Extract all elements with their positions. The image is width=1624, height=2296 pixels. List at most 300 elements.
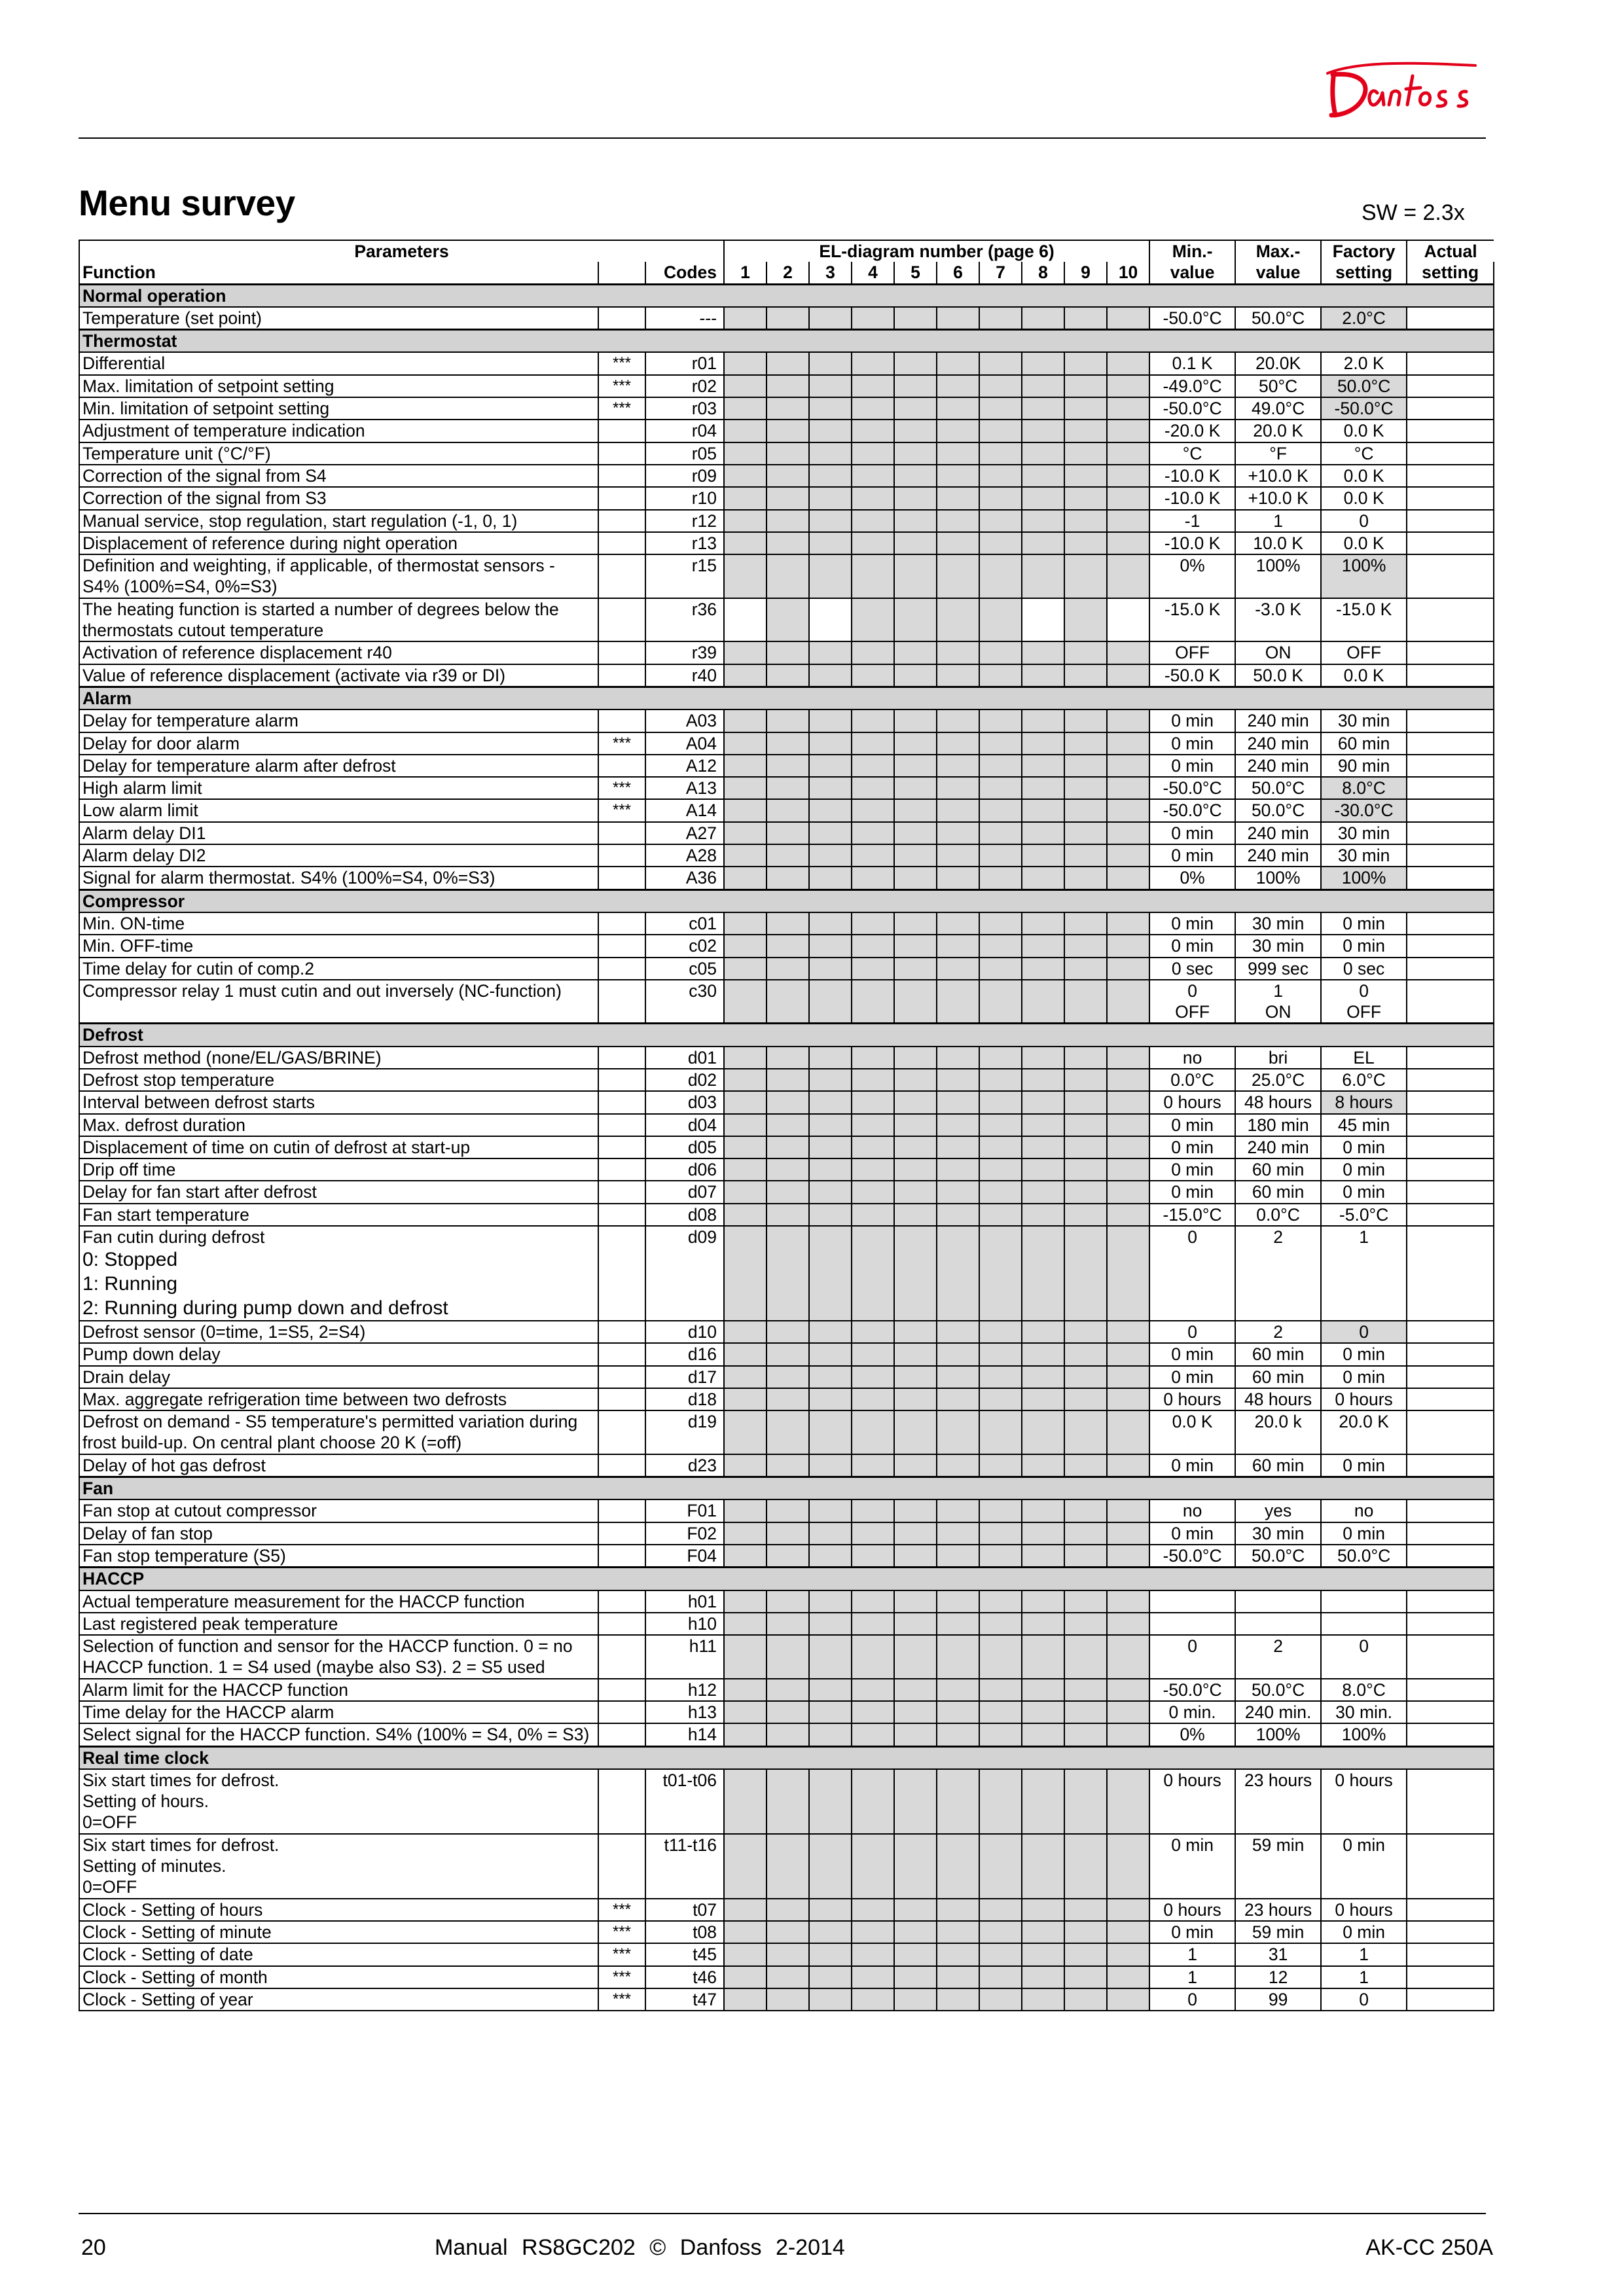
actual-setting-cell[interactable] (1407, 1366, 1494, 1388)
el-diagram-cell-10 (1107, 510, 1149, 532)
max-value-cell: 30 min (1235, 935, 1321, 957)
el-diagram-cell-5 (894, 709, 937, 732)
code-cell: A36 (645, 867, 724, 889)
code-cell: d17 (645, 1366, 724, 1388)
max-value-cell: 50.0°C (1235, 1545, 1321, 1568)
actual-setting-cell[interactable] (1407, 352, 1494, 374)
code-cell: A14 (645, 799, 724, 821)
actual-setting-cell[interactable] (1407, 844, 1494, 867)
factory-setting-cell: 45 min (1321, 1114, 1407, 1136)
el-diagram-cell-1 (724, 397, 767, 420)
actual-setting-cell[interactable] (1407, 420, 1494, 442)
parameter-row (79, 375, 1494, 397)
actual-setting-cell[interactable] (1407, 1921, 1494, 1943)
max-value-cell: 59 min (1235, 1834, 1321, 1899)
el-diagram-cell-10 (1107, 1047, 1149, 1069)
section-title: Normal operation (79, 284, 1494, 307)
el-diagram-cell-6 (937, 1388, 979, 1410)
el-diagram-cell-4 (852, 554, 894, 598)
actual-setting-cell[interactable] (1407, 958, 1494, 980)
el-diagram-cell-1 (724, 1047, 767, 1069)
el-diagram-cell-10 (1107, 465, 1149, 487)
el-diagram-cell-2 (767, 1226, 809, 1321)
header-factory-2: setting (1321, 262, 1407, 284)
el-diagram-cell-2 (767, 1321, 809, 1343)
actual-setting-cell[interactable] (1407, 867, 1494, 889)
factory-setting-cell: 8.0°C (1321, 1679, 1407, 1701)
value-line: OFF (1346, 1001, 1382, 1022)
actual-setting-cell[interactable] (1407, 1069, 1494, 1091)
el-diagram-cell-6 (937, 641, 979, 664)
actual-setting-cell[interactable] (1407, 465, 1494, 487)
function-text: Interval between defrost starts (82, 1092, 315, 1113)
el-diagram-cell-6 (937, 935, 979, 957)
parameter-row (79, 1158, 1494, 1181)
el-diagram-cell-7 (979, 1114, 1022, 1136)
factory-setting-cell: 0 min (1321, 1454, 1407, 1477)
actual-setting-cell[interactable] (1407, 1679, 1494, 1701)
function-text: Defrost stop temperature (82, 1069, 275, 1090)
actual-setting-cell[interactable] (1407, 1343, 1494, 1365)
actual-setting-cell[interactable] (1407, 1635, 1494, 1679)
code-cell: d23 (645, 1454, 724, 1477)
factory-setting-cell: 0 min (1321, 1366, 1407, 1388)
actual-setting-cell[interactable] (1407, 1966, 1494, 1988)
el-diagram-cell-2 (767, 755, 809, 777)
el-diagram-cell-2 (767, 1181, 809, 1203)
el-diagram-cell-7 (979, 1834, 1022, 1899)
el-diagram-cell-4 (852, 1499, 894, 1522)
el-diagram-cell-3 (809, 1988, 852, 2011)
actual-setting-cell[interactable] (1407, 1590, 1494, 1613)
actual-setting-cell[interactable] (1407, 1545, 1494, 1568)
actual-setting-cell[interactable] (1407, 1522, 1494, 1545)
min-value-cell: 0 min (1149, 1343, 1235, 1365)
actual-setting-cell[interactable] (1407, 1701, 1494, 1723)
el-diagram-cell-8 (1022, 1158, 1064, 1181)
factory-setting-cell: no (1321, 1499, 1407, 1522)
el-diagram-cell-6 (937, 1204, 979, 1226)
note-marker: *** (598, 352, 645, 374)
actual-setting-cell[interactable] (1407, 554, 1494, 598)
min-value-cell: 0 (1149, 1635, 1235, 1679)
el-diagram-cell-10 (1107, 1321, 1149, 1343)
el-diagram-cell-6 (937, 799, 979, 821)
actual-setting-cell[interactable] (1407, 1181, 1494, 1203)
el-diagram-cell-2 (767, 958, 809, 980)
note-marker (598, 664, 645, 687)
el-diagram-cell-10 (1107, 1679, 1149, 1701)
value-line: 0 (1359, 980, 1369, 1001)
function-text: Clock - Setting of date (82, 1945, 253, 1965)
el-diagram-cell-6 (937, 352, 979, 374)
actual-setting-cell[interactable] (1407, 397, 1494, 420)
el-diagram-cell-10 (1107, 822, 1149, 844)
max-value-cell: 50°C (1235, 375, 1321, 397)
actual-setting-cell[interactable] (1407, 1204, 1494, 1226)
el-diagram-cell-5 (894, 1069, 937, 1091)
el-diagram-cell-7 (979, 375, 1022, 397)
el-diagram-cell-8 (1022, 442, 1064, 465)
note-marker (598, 1366, 645, 1388)
min-value-cell: -50.0°C (1149, 397, 1235, 420)
el-diagram-cell-8 (1022, 1181, 1064, 1203)
header-actual-1: Actual (1407, 240, 1494, 262)
el-diagram-cell-2 (767, 1410, 809, 1454)
actual-setting-cell[interactable] (1407, 487, 1494, 509)
function-text: Select signal for the HACCP function. S4% (100% = S4, 0% = S3) (82, 1725, 590, 1745)
el-diagram-cell-5 (894, 777, 937, 799)
min-value-cell: 0.0°C (1149, 1069, 1235, 1091)
factory-setting-cell: 30 min (1321, 844, 1407, 867)
el-diagram-cell-3 (809, 912, 852, 935)
actual-setting-cell[interactable] (1407, 777, 1494, 799)
code-cell: c30 (645, 980, 724, 1024)
parameter-row (79, 1635, 1494, 1679)
function-detail: Setting of minutes. (82, 1856, 226, 1876)
el-diagram-cell-2 (767, 641, 809, 664)
el-diagram-cell-1 (724, 777, 767, 799)
el-diagram-cell-4 (852, 799, 894, 821)
el-diagram-cell-3 (809, 352, 852, 374)
el-diagram-cell-7 (979, 465, 1022, 487)
el-diagram-cell-3 (809, 1069, 852, 1091)
max-value-cell: 60 min (1235, 1158, 1321, 1181)
min-value-cell: 0 min (1149, 1366, 1235, 1388)
actual-setting-cell[interactable] (1407, 1943, 1494, 1965)
el-diagram-cell-8 (1022, 1943, 1064, 1965)
actual-setting-cell[interactable] (1407, 1136, 1494, 1158)
el-diagram-cell-5 (894, 1635, 937, 1679)
min-value-cell: 0% (1149, 554, 1235, 598)
el-diagram-cell-7 (979, 1679, 1022, 1701)
section-header-row (79, 889, 1494, 912)
el-diagram-cell-9 (1064, 307, 1107, 330)
factory-setting-cell: 50.0°C (1321, 1545, 1407, 1568)
el-diagram-cell-1 (724, 958, 767, 980)
actual-setting-cell[interactable] (1407, 799, 1494, 821)
el-diagram-cell-9 (1064, 487, 1107, 509)
section-title: Compressor (79, 889, 1494, 912)
code-cell: t01-t06 (645, 1769, 724, 1834)
function-cell (79, 1966, 598, 1988)
parameter-row (79, 397, 1494, 420)
el-diagram-cell-1 (724, 641, 767, 664)
el-diagram-cell-7 (979, 1499, 1022, 1522)
actual-setting-cell[interactable] (1407, 1114, 1494, 1136)
function-text: Delay of fan stop (82, 1523, 213, 1543)
el-diagram-cell-4 (852, 1204, 894, 1226)
el-diagram-cell-6 (937, 1343, 979, 1365)
function-cell (79, 755, 598, 777)
max-value-cell: 999 sec (1235, 958, 1321, 980)
factory-setting-cell: -5.0°C (1321, 1204, 1407, 1226)
note-marker (598, 532, 645, 554)
el-diagram-cell-8 (1022, 487, 1064, 509)
actual-setting-cell[interactable] (1407, 755, 1494, 777)
min-value-cell: -50.0°C (1149, 777, 1235, 799)
el-diagram-cell-6 (937, 912, 979, 935)
el-diagram-cell-5 (894, 1988, 937, 2011)
code-cell: r02 (645, 375, 724, 397)
el-diagram-cell-4 (852, 375, 894, 397)
parameter-row (79, 510, 1494, 532)
el-diagram-cell-5 (894, 641, 937, 664)
el-diagram-cell-6 (937, 420, 979, 442)
el-diagram-cell-5 (894, 1158, 937, 1181)
section-title: Real time clock (79, 1746, 1494, 1769)
el-diagram-cell-1 (724, 1158, 767, 1181)
el-diagram-cell-7 (979, 1635, 1022, 1679)
note-marker (598, 822, 645, 844)
parameter-row (79, 1988, 1494, 2011)
function-text: Differential (82, 353, 166, 374)
min-value-cell: 0 (1149, 1988, 1235, 2011)
el-diagram-cell-7 (979, 1899, 1022, 1921)
actual-setting-cell[interactable] (1407, 598, 1494, 642)
actual-setting-cell[interactable] (1407, 935, 1494, 957)
actual-setting-cell[interactable] (1407, 532, 1494, 554)
factory-setting-cell: 8 hours (1321, 1091, 1407, 1113)
el-diagram-cell-2 (767, 867, 809, 889)
el-diagram-cell-9 (1064, 375, 1107, 397)
el-diagram-cell-1 (724, 1701, 767, 1723)
el-diagram-cell-6 (937, 1545, 979, 1568)
el-diagram-cell-8 (1022, 1988, 1064, 2011)
el-diagram-cell-7 (979, 1321, 1022, 1343)
section-header-row (79, 1568, 1494, 1590)
el-diagram-cell-5 (894, 1679, 937, 1701)
el-diagram-cell-6 (937, 1769, 979, 1834)
parameter-row (79, 1545, 1494, 1568)
el-diagram-cell-7 (979, 1136, 1022, 1158)
el-diagram-cell-8 (1022, 1545, 1064, 1568)
el-diagram-cell-6 (937, 709, 979, 732)
el-diagram-cell-6 (937, 1679, 979, 1701)
el-diagram-cell-8 (1022, 755, 1064, 777)
value-line: OFF (1175, 1001, 1210, 1022)
el-diagram-cell-6 (937, 1047, 979, 1069)
el-diagram-cell-5 (894, 420, 937, 442)
el-diagram-cell-2 (767, 732, 809, 755)
el-diagram-cell-6 (937, 1366, 979, 1388)
el-diagram-cell-6 (937, 1522, 979, 1545)
actual-setting-cell[interactable] (1407, 822, 1494, 844)
max-value-cell: bri (1235, 1047, 1321, 1069)
function-cell (79, 307, 598, 330)
min-value-cell: 0 min (1149, 1114, 1235, 1136)
max-value-cell: 100% (1235, 1723, 1321, 1746)
parameter-row (79, 420, 1494, 442)
actual-setting-cell[interactable] (1407, 1321, 1494, 1343)
el-diagram-cell-4 (852, 487, 894, 509)
note-marker (598, 1613, 645, 1635)
el-diagram-cell-9 (1064, 532, 1107, 554)
el-diagram-cell-5 (894, 598, 937, 642)
code-cell: r09 (645, 465, 724, 487)
el-diagram-cell-4 (852, 1590, 894, 1613)
actual-setting-cell[interactable] (1407, 1158, 1494, 1181)
actual-setting-cell[interactable] (1407, 980, 1494, 1024)
function-cell (79, 352, 598, 374)
el-diagram-cell-2 (767, 1114, 809, 1136)
parameter-row (79, 307, 1494, 330)
actual-setting-cell[interactable] (1407, 510, 1494, 532)
actual-setting-cell[interactable] (1407, 442, 1494, 465)
el-diagram-cell-3 (809, 375, 852, 397)
actual-setting-cell[interactable] (1407, 1388, 1494, 1410)
min-value-cell: 0 min (1149, 1136, 1235, 1158)
code-cell: A13 (645, 777, 724, 799)
function-text: Time delay for the HACCP alarm (82, 1702, 334, 1723)
el-diagram-cell-8 (1022, 1454, 1064, 1477)
function-text: Min. ON-time (82, 913, 185, 933)
actual-setting-cell[interactable] (1407, 1769, 1494, 1834)
el-diagram-cell-5 (894, 1723, 937, 1746)
el-diagram-cell-10 (1107, 1158, 1149, 1181)
code-cell: d06 (645, 1158, 724, 1181)
code-cell: t47 (645, 1988, 724, 2011)
el-diagram-cell-10 (1107, 980, 1149, 1024)
function-text: Value of reference displacement (activate via r39 or DI) (82, 665, 506, 685)
el-diagram-cell-5 (894, 1590, 937, 1613)
el-diagram-cell-7 (979, 532, 1022, 554)
function-cell (79, 980, 598, 1024)
el-diagram-cell-4 (852, 912, 894, 935)
function-cell (79, 1701, 598, 1723)
el-diagram-cell-1 (724, 598, 767, 642)
code-cell: h01 (645, 1590, 724, 1613)
el-diagram-cell-9 (1064, 554, 1107, 598)
function-cell (79, 709, 598, 732)
actual-setting-cell[interactable] (1407, 664, 1494, 687)
header-el-6: 6 (937, 262, 979, 284)
max-value-cell: 50.0°C (1235, 307, 1321, 330)
function-cell (79, 420, 598, 442)
actual-setting-cell[interactable] (1407, 732, 1494, 755)
actual-setting-cell[interactable] (1407, 1226, 1494, 1321)
el-diagram-cell-2 (767, 465, 809, 487)
el-diagram-cell-8 (1022, 1226, 1064, 1321)
el-diagram-cell-9 (1064, 958, 1107, 980)
parameter-row (79, 1834, 1494, 1899)
factory-setting-cell: 0 min (1321, 1834, 1407, 1899)
el-diagram-cell-3 (809, 1613, 852, 1635)
actual-setting-cell[interactable] (1407, 912, 1494, 935)
el-diagram-cell-1 (724, 1069, 767, 1091)
min-value-cell: -50.0°C (1149, 307, 1235, 330)
function-cell (79, 1410, 598, 1454)
el-diagram-cell-7 (979, 1454, 1022, 1477)
actual-setting-cell[interactable] (1407, 1047, 1494, 1069)
el-diagram-cell-10 (1107, 397, 1149, 420)
factory-setting-cell: 0 (1321, 1635, 1407, 1679)
el-diagram-cell-4 (852, 1226, 894, 1321)
el-diagram-cell-2 (767, 1343, 809, 1365)
header-el-5: 5 (894, 262, 937, 284)
el-diagram-cell-1 (724, 1226, 767, 1321)
max-value-cell: 50.0°C (1235, 799, 1321, 821)
el-diagram-cell-10 (1107, 1204, 1149, 1226)
value-line: ON (1265, 1001, 1291, 1022)
actual-setting-cell[interactable] (1407, 1454, 1494, 1477)
el-diagram-cell-1 (724, 1834, 767, 1899)
min-value-cell: 0 hours (1149, 1899, 1235, 1921)
el-diagram-cell-4 (852, 510, 894, 532)
actual-setting-cell[interactable] (1407, 1499, 1494, 1522)
el-diagram-cell-6 (937, 532, 979, 554)
el-diagram-cell-10 (1107, 1723, 1149, 1746)
actual-setting-cell[interactable] (1407, 1834, 1494, 1899)
max-value-cell: 30 min (1235, 912, 1321, 935)
actual-setting-cell[interactable] (1407, 1723, 1494, 1746)
el-diagram-cell-5 (894, 1522, 937, 1545)
min-value-cell: no (1149, 1499, 1235, 1522)
max-value-cell: 23 hours (1235, 1899, 1321, 1921)
el-diagram-cell-8 (1022, 822, 1064, 844)
el-diagram-cell-7 (979, 844, 1022, 867)
el-diagram-cell-9 (1064, 755, 1107, 777)
el-diagram-cell-6 (937, 375, 979, 397)
min-value-cell: 0 hours (1149, 1091, 1235, 1113)
actual-setting-cell[interactable] (1407, 1988, 1494, 2011)
function-text: Delay for fan start after defrost (82, 1182, 317, 1202)
function-text: Alarm delay DI1 (82, 823, 206, 843)
el-diagram-cell-5 (894, 1343, 937, 1365)
el-diagram-cell-7 (979, 352, 1022, 374)
el-diagram-cell-10 (1107, 867, 1149, 889)
el-diagram-cell-8 (1022, 1091, 1064, 1113)
el-diagram-cell-10 (1107, 755, 1149, 777)
code-cell: d05 (645, 1136, 724, 1158)
el-diagram-cell-8 (1022, 554, 1064, 598)
el-diagram-cell-9 (1064, 1701, 1107, 1723)
actual-setting-cell[interactable] (1407, 1091, 1494, 1113)
el-diagram-cell-5 (894, 352, 937, 374)
actual-setting-cell[interactable] (1407, 1410, 1494, 1454)
el-diagram-cell-1 (724, 1769, 767, 1834)
actual-setting-cell[interactable] (1407, 1899, 1494, 1921)
note-marker (598, 1679, 645, 1701)
function-text: Low alarm limit (82, 800, 198, 821)
min-value-cell: 0.0 K (1149, 1410, 1235, 1454)
function-text: Clock - Setting of minute (82, 1922, 272, 1943)
value-line: 1 (1273, 980, 1283, 1001)
el-diagram-cell-2 (767, 375, 809, 397)
el-diagram-cell-3 (809, 1114, 852, 1136)
min-value-cell: 0 min (1149, 709, 1235, 732)
actual-setting-cell[interactable] (1407, 1613, 1494, 1635)
el-diagram-cell-2 (767, 980, 809, 1024)
actual-setting-cell[interactable] (1407, 709, 1494, 732)
el-diagram-cell-2 (767, 1988, 809, 2011)
actual-setting-cell[interactable] (1407, 641, 1494, 664)
el-diagram-cell-5 (894, 1545, 937, 1568)
el-diagram-cell-4 (852, 935, 894, 957)
min-value-cell (1149, 1613, 1235, 1635)
el-diagram-cell-10 (1107, 1343, 1149, 1365)
note-marker: *** (598, 1921, 645, 1943)
value-line: 0 (1187, 980, 1197, 1001)
factory-setting-cell: 0 min (1321, 935, 1407, 957)
max-value-cell: +10.0 K (1235, 487, 1321, 509)
min-value-cell: 0 min (1149, 912, 1235, 935)
el-diagram-cell-2 (767, 510, 809, 532)
actual-setting-cell[interactable] (1407, 375, 1494, 397)
actual-setting-cell[interactable] (1407, 307, 1494, 330)
function-text: Definition and weighting, if applicable, of thermostat sensors - S4% (100%=S4, 0%=S3) (82, 556, 555, 597)
max-value-cell: yes (1235, 1499, 1321, 1522)
